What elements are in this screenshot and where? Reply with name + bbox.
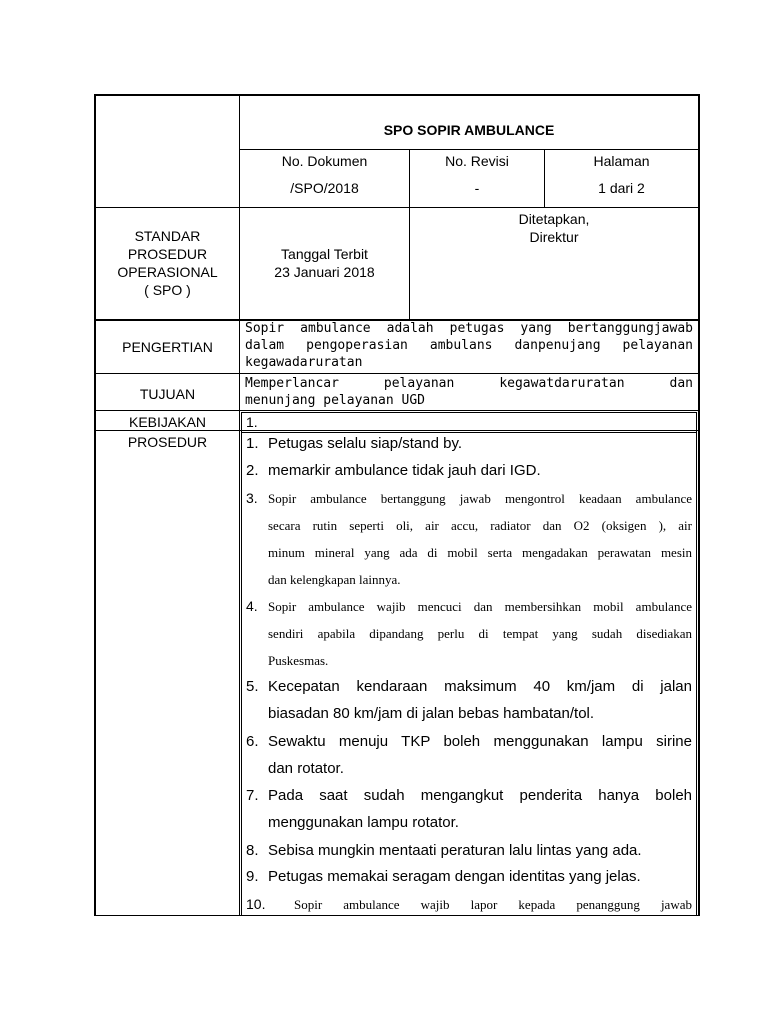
spo-label-line4: ( SPO ) — [144, 282, 191, 298]
kebijakan-item-1: 1. — [246, 414, 258, 430]
item-line: menggunakan lampu rotator. — [268, 814, 459, 831]
item-line: memarkir ambulance tidak jauh dari IGD. — [268, 462, 541, 479]
item-number: 9. — [246, 868, 259, 885]
pengertian-line1: Sopir ambulance adalah petugas yang bertanggungjawab — [245, 321, 693, 336]
halaman-label: Halaman — [593, 153, 650, 169]
tanggal-terbit-date: 23 Januari 2018 — [274, 264, 375, 280]
item-line: Sewaktu menuju TKP boleh menggunakan lampu sirine — [268, 733, 692, 750]
item-line: Sopir ambulance wajib lapor kepada penanggung jawab — [294, 897, 692, 912]
item-line: Petugas memakai seragam dengan identitas yang jelas. — [268, 868, 641, 885]
no-revisi-value: - — [474, 180, 480, 196]
no-revisi-label: No. Revisi — [445, 153, 509, 169]
inner-box-top — [241, 412, 696, 413]
prosedur-item-8 — [246, 837, 692, 864]
item-line: Sopir ambulance wajib mencuci dan membersihkan mobil ambulance — [268, 599, 692, 614]
item-line: secara rutin seperti oli, air accu, radiator dan O2 (oksigen ), air — [268, 518, 692, 533]
item-number: 5. — [246, 678, 259, 695]
item-line: Sebisa mungkin mentaati peraturan lalu lintas yang ada. — [268, 842, 642, 859]
item-line: Sopir ambulance bertanggung jawab mengontrol keadaan ambulance — [268, 491, 692, 506]
item-number: 3. — [246, 490, 258, 506]
row-divider-header — [94, 207, 700, 208]
item-number: 4. — [246, 598, 258, 614]
row-divider-title — [239, 149, 699, 150]
prosedur-item-10 — [246, 891, 692, 915]
table-border-right — [698, 94, 700, 916]
item-line: dan kelengkapan lainnya. — [268, 572, 401, 587]
tujuan-line1: Memperlancar pelayanan kegawatdaruratan dan — [245, 376, 693, 391]
item-line: Petugas selalu siap/stand by. — [268, 435, 463, 452]
no-dokumen-label: No. Dokumen — [281, 153, 368, 169]
item-number: 2. — [246, 462, 259, 479]
document-title: SPO SOPIR AMBULANCE — [383, 122, 555, 138]
column-divider — [239, 94, 240, 916]
tujuan-line2: menunjang pelayanan UGD — [245, 393, 426, 408]
prosedur-item-9 — [246, 863, 692, 890]
prosedur-item-2 — [246, 457, 692, 484]
item-line: dan rotator. — [268, 760, 344, 777]
table-border-left — [94, 94, 96, 916]
prosedur-item-3 — [246, 485, 692, 593]
row-divider-tujuan — [94, 410, 700, 411]
item-line: sendiri apabila dipandang perlu di tempat yang sudah disediakan — [268, 626, 692, 641]
pengertian-line2: dalam pengoperasian ambulans danpenujang pelayanan — [245, 338, 693, 353]
inner-box-right — [696, 412, 697, 915]
item-line: Pada saat sudah mengangkut penderita hanya boleh — [268, 787, 692, 804]
item-number: 6. — [246, 733, 259, 750]
item-line: biasadan 80 km/jam di jalan bebas hambatan/tol. — [268, 705, 595, 722]
inner-box-left — [241, 412, 242, 915]
prosedur-item-6 — [246, 728, 692, 782]
table-border-bottom — [94, 915, 700, 916]
item-number: 7. — [246, 787, 259, 804]
item-number: 10. — [246, 896, 266, 912]
tujuan-label: TUJUAN — [139, 386, 196, 402]
pengertian-line3: kegawadaruratan — [245, 355, 363, 370]
ditetapkan-line2: Direktur — [529, 229, 579, 245]
spo-label-line3: OPERASIONAL — [117, 264, 218, 280]
prosedur-item-5 — [246, 673, 692, 727]
kebijakan-label: KEBIJAKAN — [128, 414, 207, 430]
table-border-top — [94, 94, 700, 96]
spo-label-line2: PROSEDUR — [127, 246, 208, 262]
ditetapkan-line1: Ditetapkan, — [518, 211, 590, 227]
item-number: 1. — [246, 435, 259, 452]
pengertian-label: PENGERTIAN — [122, 339, 213, 355]
item-line: minum mineral yang ada di mobil serta mengadakan perawatan mesin — [268, 545, 692, 560]
no-dokumen-value: /SPO/2018 — [290, 180, 359, 196]
prosedur-label: PROSEDUR — [127, 434, 208, 450]
item-number: 8. — [246, 842, 259, 859]
item-line: Puskesmas. — [268, 653, 329, 668]
halaman-value: 1 dari 2 — [598, 180, 645, 196]
spo-label-line1: STANDAR — [134, 228, 201, 244]
prosedur-item-4 — [246, 593, 692, 674]
row-divider-pengertian — [94, 373, 700, 374]
item-line: Kecepatan kendaraan maksimum 40 km/jam di jalan — [268, 678, 692, 695]
prosedur-item-7 — [246, 782, 692, 836]
prosedur-item-1 — [246, 430, 692, 457]
tanggal-terbit-label: Tanggal Terbit — [281, 246, 368, 262]
